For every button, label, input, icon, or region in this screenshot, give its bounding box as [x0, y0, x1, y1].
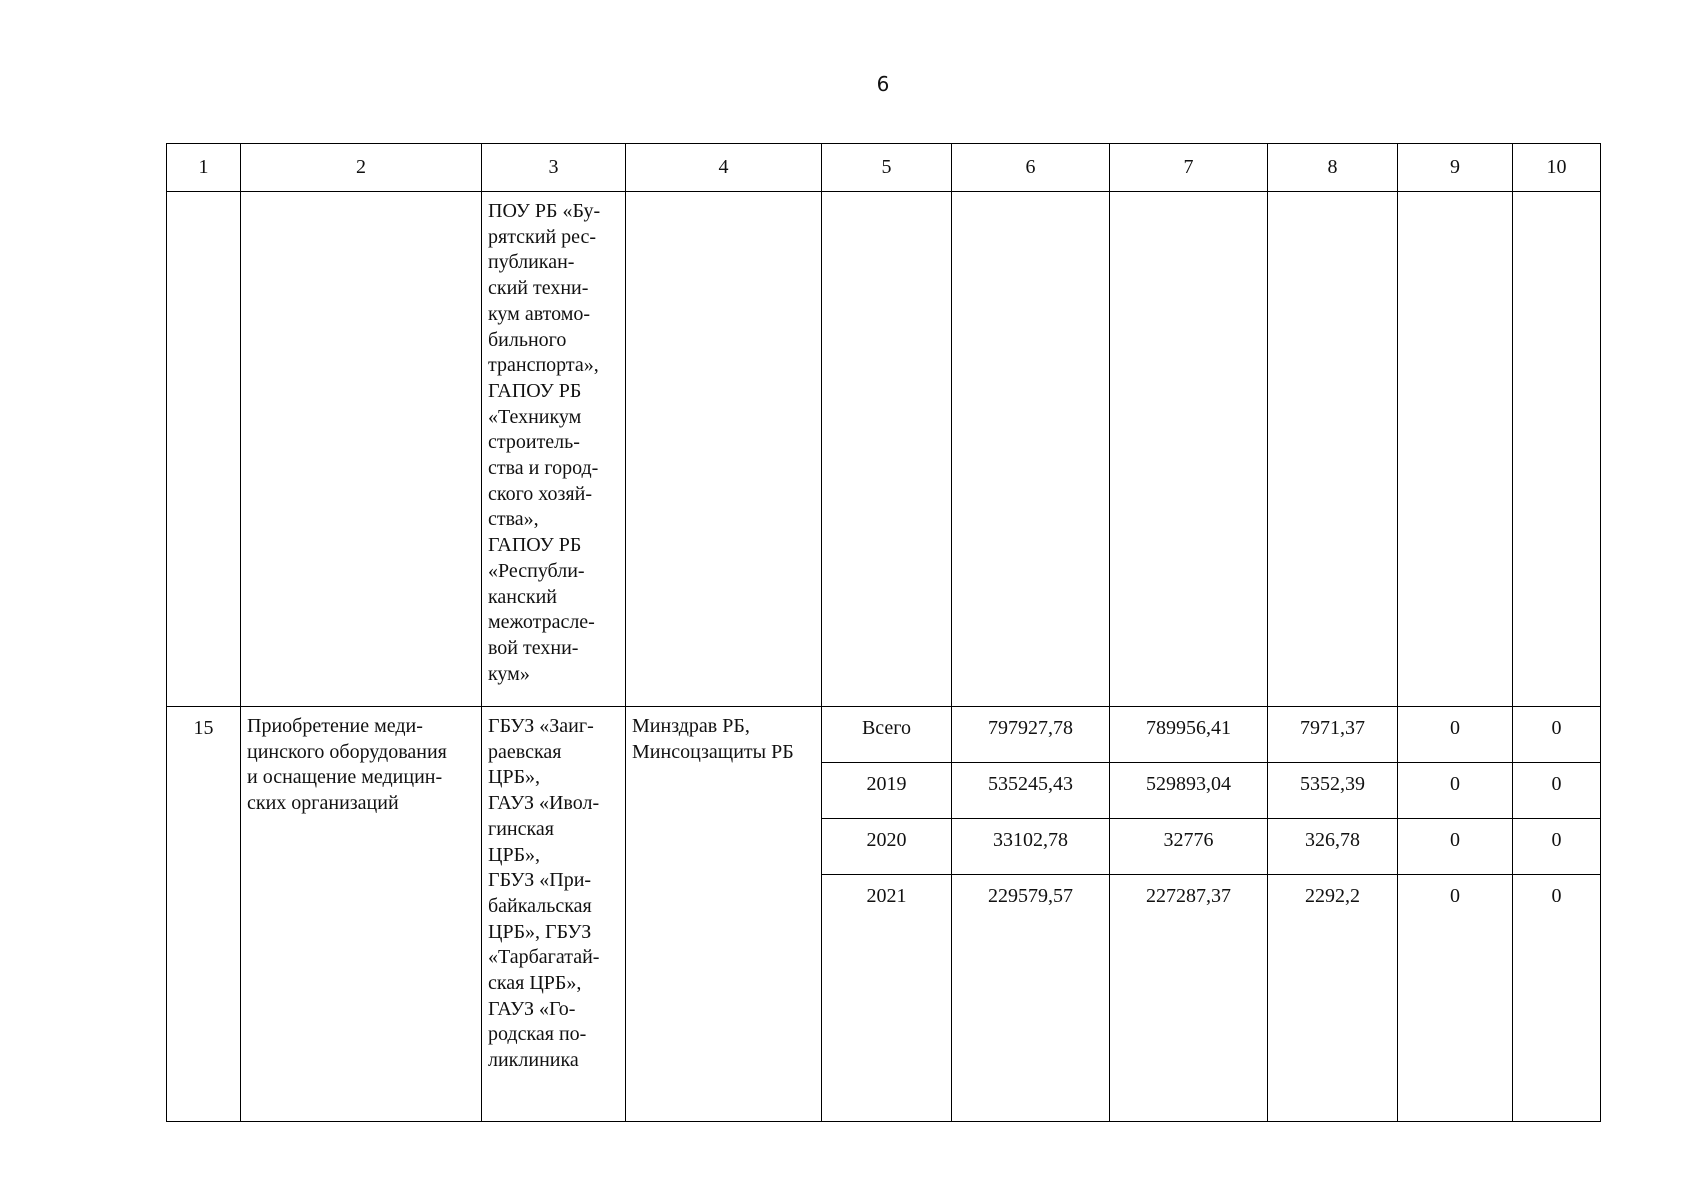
text-line: ского хозяй- [488, 482, 592, 505]
cell-republic: 326,78 [1268, 819, 1398, 875]
text-line: транспорта», [488, 354, 599, 377]
text-line: ПОУ РБ «Бу- [488, 200, 601, 222]
text-line: канский [488, 585, 557, 608]
table-row-continuation [167, 192, 1601, 707]
cell-total [952, 192, 1110, 707]
cell-total: 33102,78 [952, 819, 1110, 875]
program-table [166, 143, 1601, 1122]
text-line: публикан- [488, 251, 575, 274]
cell-number: 15 [167, 707, 241, 1122]
cell-total: 797927,78 [952, 707, 1110, 763]
column-header-3: 3 [482, 144, 626, 192]
text-line: «Техникум [488, 405, 582, 428]
cell-republic [1268, 192, 1398, 707]
cell-federal [1110, 192, 1268, 707]
cell-other [1513, 192, 1601, 707]
text-line: Минздрав РБ, [632, 715, 750, 737]
column-header-9: 9 [1398, 144, 1513, 192]
text-line: «Республи- [488, 559, 585, 582]
text-line: Приобретение меди- [247, 715, 423, 737]
cell-local: 0 [1398, 819, 1513, 875]
text-line: рятский рес- [488, 225, 597, 248]
text-line: вой техни- [488, 636, 579, 659]
text-line: бильного [488, 328, 567, 351]
cell-period: Всего [822, 707, 952, 763]
text-line: строитель- [488, 431, 580, 454]
cell-responsible [626, 707, 822, 1122]
cell-federal: 529893,04 [1110, 763, 1268, 819]
text-line: ства и город- [488, 457, 599, 480]
text-line: ГБУЗ «При- [488, 869, 592, 892]
cell-other: 0 [1513, 763, 1601, 819]
cell-federal: 789956,41 [1110, 707, 1268, 763]
column-header-7: 7 [1110, 144, 1268, 192]
text-line: гинская [488, 817, 554, 840]
text-line: ГАПОУ РБ [488, 534, 582, 557]
cell-republic: 7971,37 [1268, 707, 1398, 763]
cell-name [241, 707, 482, 1122]
text-line: ских организаций [247, 792, 399, 815]
cell-local: 0 [1398, 707, 1513, 763]
text-line: кум» [488, 662, 530, 685]
column-header-4: 4 [626, 144, 822, 192]
text-line: ГАУЗ «Ивол- [488, 792, 600, 815]
cell-other: 0 [1513, 707, 1601, 763]
cell-local: 0 [1398, 763, 1513, 819]
text-line: ГАУЗ «Го- [488, 997, 576, 1020]
cell-federal: 32776 [1110, 819, 1268, 875]
cell-local: 0 [1398, 875, 1513, 1122]
text-line: «Тарбагатай- [488, 946, 600, 969]
cell-period [822, 192, 952, 707]
cell-name [241, 192, 482, 707]
column-header-1: 1 [167, 144, 241, 192]
text-line: и оснащение медицин- [247, 766, 443, 789]
text-line: межотрасле- [488, 611, 595, 634]
cell-period: 2020 [822, 819, 952, 875]
text-line: байкальская [488, 894, 592, 917]
cell-federal: 227287,37 [1110, 875, 1268, 1122]
text-line: ликлиника [488, 1049, 579, 1072]
column-numbers-row [167, 144, 1601, 192]
text-line: ЦРБ», [488, 843, 541, 866]
text-line: ГБУЗ «Заиг- [488, 715, 594, 737]
text-line: родская по- [488, 1023, 587, 1046]
text-line: ЦРБ», ГБУЗ [488, 920, 592, 943]
table-row-15-total [167, 707, 1601, 763]
cell-other: 0 [1513, 819, 1601, 875]
cell-executors [482, 192, 626, 707]
text-line: кум автомо- [488, 302, 591, 325]
cell-period: 2021 [822, 875, 952, 1122]
cell-republic: 5352,39 [1268, 763, 1398, 819]
text-line: Минсоцзащиты РБ [632, 740, 794, 763]
text-line: цинского оборудования [247, 740, 447, 763]
cell-number [167, 192, 241, 707]
cell-executors [482, 707, 626, 1122]
column-header-8: 8 [1268, 144, 1398, 192]
cell-total: 229579,57 [952, 875, 1110, 1122]
text-line: ский техни- [488, 277, 589, 300]
text-line: ЦРБ», [488, 766, 541, 789]
text-line: ства», [488, 508, 539, 531]
cell-total: 535245,43 [952, 763, 1110, 819]
cell-other: 0 [1513, 875, 1601, 1122]
text-line: раевская [488, 740, 562, 763]
column-header-6: 6 [952, 144, 1110, 192]
cell-responsible [626, 192, 822, 707]
cell-period: 2019 [822, 763, 952, 819]
text-line: ская ЦРБ», [488, 972, 582, 995]
column-header-5: 5 [822, 144, 952, 192]
cell-local [1398, 192, 1513, 707]
text-line: ГАПОУ РБ [488, 379, 582, 402]
column-header-2: 2 [241, 144, 482, 192]
page-number: 6 [876, 72, 890, 96]
column-header-10: 10 [1513, 144, 1601, 192]
cell-republic: 2292,2 [1268, 875, 1398, 1122]
